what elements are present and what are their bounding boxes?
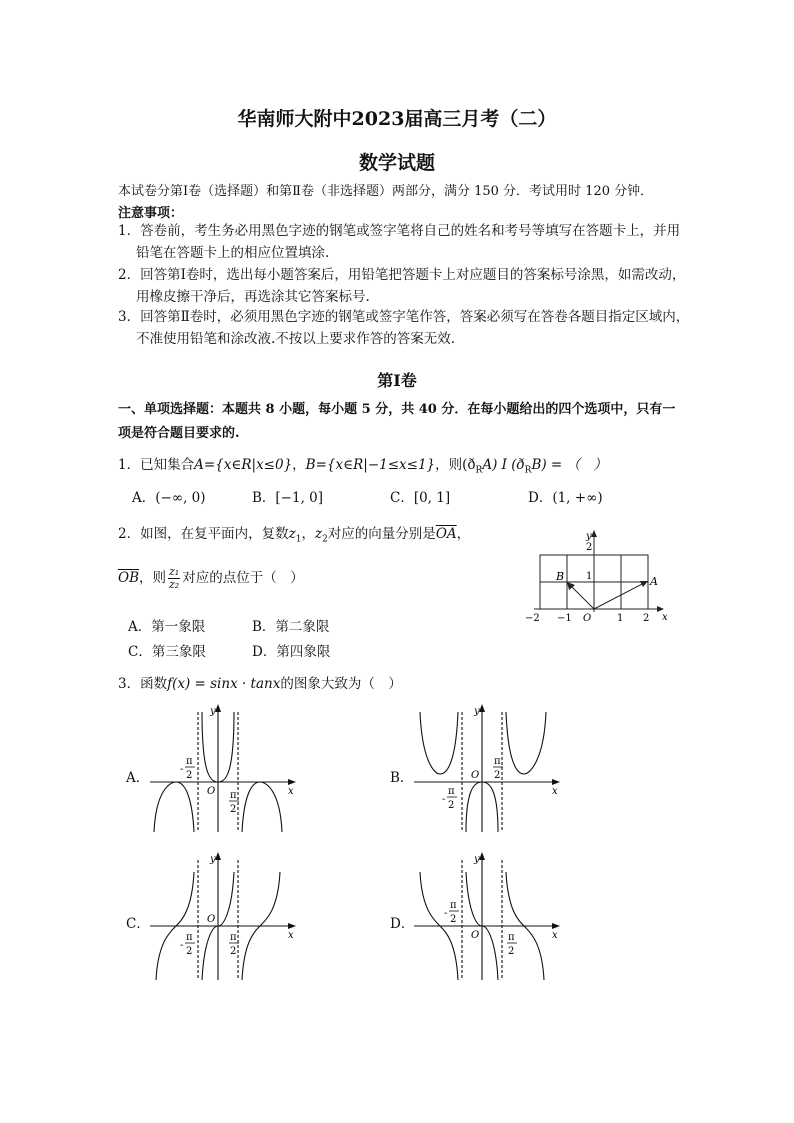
svg-text:π: π: [448, 786, 455, 797]
svg-text:-: -: [180, 940, 184, 951]
svg-text:O: O: [207, 786, 216, 797]
q2-option-a[interactable]: A．第一象限: [128, 619, 206, 635]
svg-text:2: 2: [186, 946, 193, 957]
svg-text:π: π: [508, 932, 515, 943]
svg-text:2: 2: [186, 770, 193, 781]
svg-text:-: -: [180, 764, 184, 775]
exam-intro: 本试卷分第Ⅰ卷（选择题）和第Ⅱ卷（非选择题）两部分，满分 150 分．考试用时 120 分钟．: [118, 184, 654, 199]
fig-point-a: A: [650, 575, 658, 588]
graph-option-c[interactable]: [150, 852, 300, 982]
svg-text:π: π: [230, 932, 237, 943]
svg-text:2: 2: [494, 770, 501, 781]
svg-text:π: π: [230, 790, 237, 801]
q2-option-c[interactable]: C．第三象限: [128, 644, 206, 660]
svg-text:2: 2: [450, 914, 457, 925]
fig-tick-xm1: −1: [557, 613, 572, 624]
fig-tick-x2: 2: [643, 613, 650, 624]
svg-text:y: y: [474, 854, 480, 865]
graph-option-b[interactable]: [414, 704, 564, 834]
graph-option-a[interactable]: [150, 704, 300, 834]
q1-option-a[interactable]: A．(−∞, 0): [132, 490, 206, 506]
svg-text:x: x: [288, 786, 294, 797]
fig-origin: O: [583, 613, 592, 624]
svg-text:2: 2: [230, 946, 237, 957]
svg-text:O: O: [471, 930, 480, 941]
fig-tick-y1: 1: [586, 571, 593, 582]
q2-option-b[interactable]: B．第二象限: [252, 619, 330, 635]
fig-tick-x1: 1: [617, 613, 624, 624]
svg-text:π: π: [494, 756, 501, 767]
svg-text:y: y: [210, 706, 216, 717]
svg-text:O: O: [471, 770, 480, 781]
q3-option-c-label[interactable]: C．: [126, 916, 150, 932]
part-heading-line2: 项是符合题目要求的.: [118, 426, 240, 441]
complex-plane-figure: [520, 528, 670, 628]
svg-text:x: x: [288, 930, 294, 941]
fig-tick-xm2: −2: [525, 613, 540, 624]
fig-y-label: y: [586, 531, 592, 542]
question-2-line2: $\overline{OB}$，则 $\frac{\text{z₁}}{\text{z₂}}$ 对应的点位于（ ）: [118, 565, 304, 591]
q3-option-d-label[interactable]: D．: [390, 916, 415, 932]
section-title: 第Ⅰ卷: [377, 371, 417, 390]
svg-text:π: π: [450, 900, 457, 911]
svg-text:O: O: [207, 914, 216, 925]
fig-x-label: x: [662, 612, 668, 623]
q1-option-c[interactable]: C．[0, 1]: [390, 490, 451, 506]
svg-text:y: y: [474, 706, 480, 717]
z-fraction: $\frac{\text{z₁}}{\text{z₂}}$: [169, 565, 180, 591]
svg-text:x: x: [552, 930, 558, 941]
svg-text:x: x: [552, 786, 558, 797]
note-item-3: 3．回答第Ⅱ卷时，必须用黑色字迹的钢笔或签字笔作答，答案必须写在答卷各题目指定区域内， 不准使用铅笔和涂改液.不按以上要求作答的答案无效.: [118, 309, 690, 347]
note-item-1: 1．答卷前，考生务必用黑色字迹的钢笔或签字笔将自己的姓名和考号等填写在答题卡上，并用 铅笔在答题卡上的相应位置填涂.: [118, 223, 681, 261]
fig-point-b: B: [556, 570, 565, 583]
svg-text:π: π: [186, 932, 193, 943]
exam-subtitle: 数学试题: [358, 152, 435, 174]
svg-text:2: 2: [448, 800, 455, 811]
exam-title: 华南师大附中2023届高三月考（二）: [237, 108, 557, 130]
notes-heading: 注意事项：: [118, 206, 184, 221]
q2-option-d[interactable]: D．第四象限: [252, 644, 331, 660]
note-item-2: 2．回答第Ⅰ卷时，选出每小题答案后，用铅笔把答题卡上对应题目的答案标号涂黑，如需改动， 用橡皮擦干净后，再选涂其它答案标号.: [118, 267, 686, 305]
question-1: 1．已知集合A={x∈R|x≤0}，B={x∈R|−1≤x≤1}，则$(ð_RA)$ I $(ð_RB)$ = （ ）: [118, 457, 608, 476]
question-2-line1: 2．如图，在复平面内，复数$z_1$，$z_2$对应的向量分别是$\overline{OA}$，: [118, 526, 471, 545]
svg-text:π: π: [186, 756, 193, 767]
svg-text:y: y: [210, 854, 216, 865]
q1-option-b[interactable]: B．[−1, 0]: [252, 490, 324, 506]
q3-option-b-label[interactable]: B．: [390, 770, 414, 786]
question-3: 3．函数f(x) = sinx · tanx的图象大致为（ ）: [118, 676, 402, 692]
svg-text:-: -: [444, 908, 448, 919]
q1-option-d[interactable]: D．(1, +∞): [528, 490, 603, 506]
q3-option-a-label[interactable]: A．: [126, 770, 150, 786]
graph-option-d[interactable]: [414, 852, 564, 982]
svg-text:-: -: [442, 794, 446, 805]
svg-text:2: 2: [508, 946, 515, 957]
part-heading-line1: 一、单项选择题：本题共 8 小题，每小题 5 分，共 40 分．在每小题给出的四个选项中，只有一: [118, 402, 676, 417]
fig-tick-y2: 2: [586, 542, 593, 553]
svg-text:2: 2: [230, 804, 237, 815]
